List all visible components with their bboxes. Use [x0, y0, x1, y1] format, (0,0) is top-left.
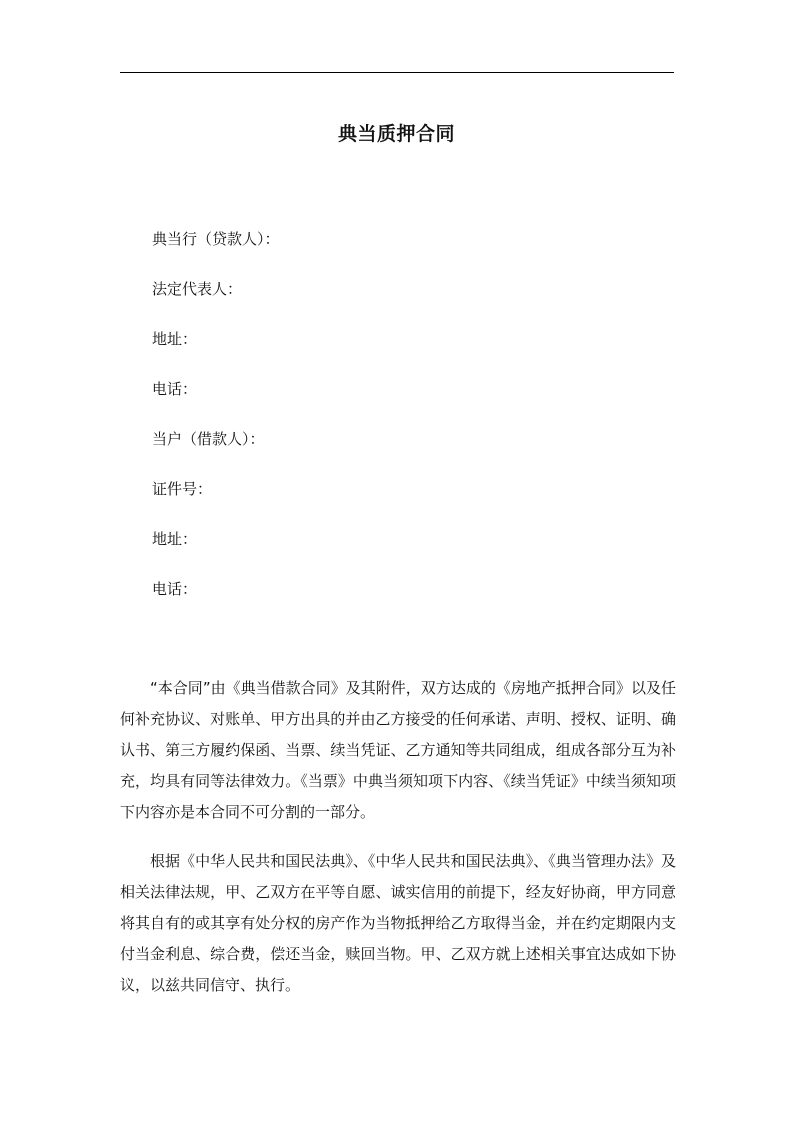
header-rule [120, 72, 674, 73]
paragraph-contract-composition: “本合同”由《典当借款合同》及其附件，双方达成的《房地产抵押合同》以及任何补充协议、对账单、甲方出具的并由乙方接受的任何承诺、声明、授权、证明、确认书、第三方履约保函、当票、续当凭证、乙方通知等共同组成，组成各部分互为补充，均具有同等法律效力。《当票》中典当须知项下内容、《续当凭证》中续当须知项下内容亦是本合同不可分割的一部分。 [120, 679, 676, 821]
paragraph-legal-basis: 根据《中华人民共和国民法典》、《中华人民共和国民法典》、《典当管理办法》及相关法律法规，甲、乙双方在平等自愿、诚实信用的前提下，经友好协商，甲方同意将其自有的或其享有处分权的房产作为当物抵押给乙方取得当金，并在约定期限内支付当金利息、综合费，偿还当金，赎回当物。甲、乙双方就上述相关事宜达成如下协议，以兹共同信守、执行。 [120, 852, 676, 994]
field-id-number: 证件号： [152, 480, 213, 498]
field-borrower-phone: 电话： [152, 580, 198, 598]
field-lender-address: 地址： [152, 330, 198, 348]
document-title: 典当质押合同 [337, 123, 455, 145]
field-lender-phone: 电话： [152, 380, 198, 398]
field-pawnshop-lender: 典当行（贷款人）： [152, 230, 280, 248]
field-borrower-address: 地址： [152, 530, 198, 548]
field-legal-representative: 法定代表人： [152, 280, 243, 298]
field-pawner-borrower: 当户（借款人）： [152, 430, 265, 448]
